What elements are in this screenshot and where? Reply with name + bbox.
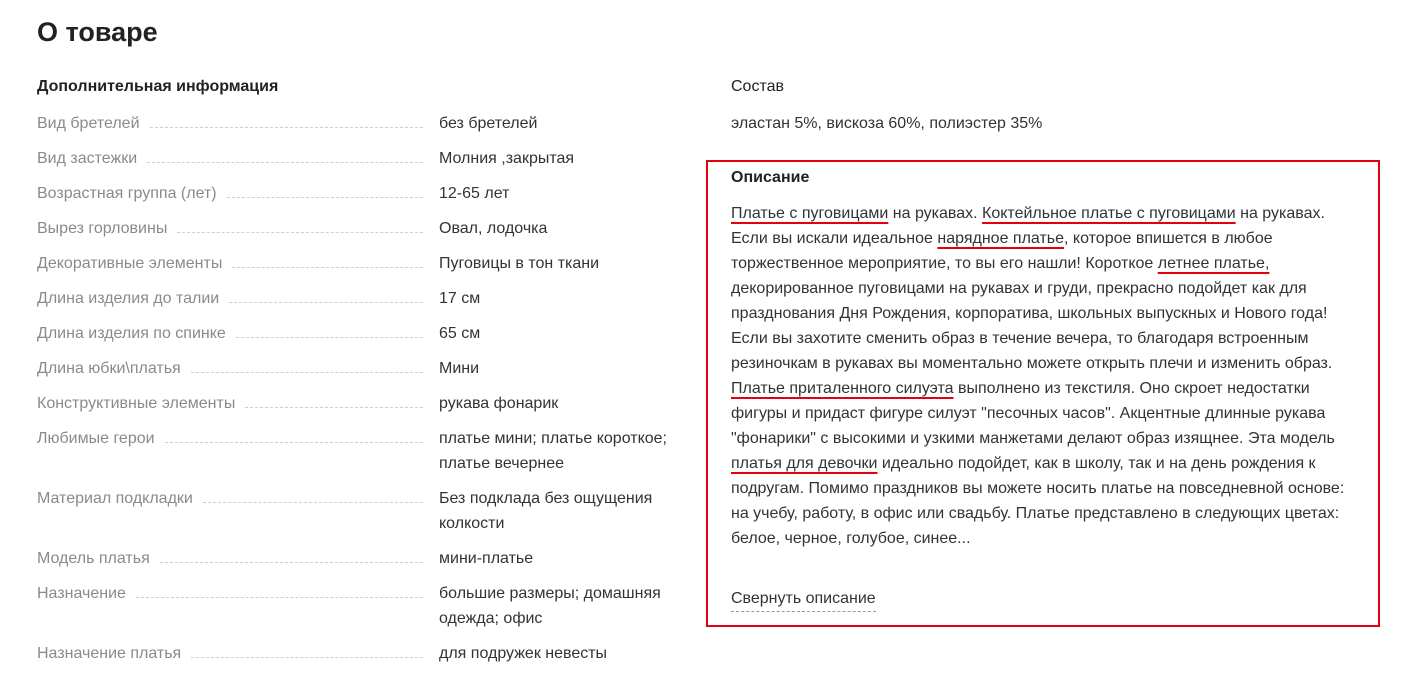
dotted-leader <box>232 267 423 268</box>
attribute-row <box>37 391 697 416</box>
attribute-value: 65 см <box>439 325 481 342</box>
description-keyword: нарядное платье <box>937 230 1065 247</box>
attribute-value: Молния ,закрытая <box>439 150 575 167</box>
attribute-label: Модель платья <box>37 550 150 567</box>
attribute-value: 17 см <box>439 290 481 307</box>
collapse-description-link[interactable]: Свернуть описание <box>731 586 876 612</box>
attribute-value: 12-65 лет <box>439 185 510 202</box>
description-fragment: декорированное пуговицами на рукавах и груди, прекрасно подойдет как для празднования Дня Рождения, корпоратива, школьных выпускных и Нового года! Если вы захотите сменить образ в течение вечера, то благодаря встроенным резиночкам в рукавах вы моментально можете открыть плечи и изменить образ. <box>731 280 1333 372</box>
description-keyword: Платье приталенного силуэта <box>731 380 954 397</box>
dotted-leader <box>191 657 423 658</box>
description-keyword: Платье с пуговицами <box>731 205 889 222</box>
composition-value: эластан 5%, вискоза 60%, полиэстер 35% <box>731 115 1043 132</box>
dotted-leader <box>227 197 423 198</box>
attribute-row <box>37 286 697 311</box>
attribute-row <box>37 251 697 276</box>
dotted-leader <box>229 302 423 303</box>
attribute-row <box>37 581 697 631</box>
dotted-leader <box>165 442 423 443</box>
attribute-row <box>37 641 697 666</box>
description-fragment: на рукавах. <box>888 205 983 222</box>
attribute-label: Назначение <box>37 585 126 602</box>
dotted-leader <box>203 502 423 503</box>
attribute-value: Овал, лодочка <box>439 220 548 237</box>
attribute-label: Любимые герои <box>37 430 155 447</box>
attribute-label: Назначение платья <box>37 645 182 662</box>
attribute-row <box>37 111 697 136</box>
attribute-label: Длина изделия по спинке <box>37 325 226 342</box>
description-keyword: Коктейльное платье с пуговицами <box>982 205 1236 222</box>
attribute-value: Мини <box>439 360 480 377</box>
attribute-value: рукава фонарик <box>439 395 559 412</box>
dotted-leader <box>191 372 423 373</box>
attribute-row <box>37 486 697 536</box>
dotted-leader <box>245 407 423 408</box>
attribute-value: мини-платье <box>439 550 534 567</box>
attribute-label: Длина изделия до талии <box>37 290 220 307</box>
dotted-leader <box>150 127 423 128</box>
attribute-row <box>37 216 697 241</box>
attribute-label: Вид застежки <box>37 150 138 167</box>
description-fragment: идеально подойдет, как в школу, так и на день рождения к подругам. Помимо праздников вы можете носить платье на повседневной основе: на учебу, работу, в офис или свадьбу. Платье представлено в следующих цветах: белое, черное, голубое, синее... <box>731 455 1345 547</box>
attribute-label: Длина юбки\платья <box>37 360 181 377</box>
attribute-row <box>37 426 697 476</box>
dotted-leader <box>177 232 423 233</box>
description-heading: Описание <box>731 169 810 186</box>
description-keyword: платья для девочки <box>731 455 878 472</box>
attribute-row <box>37 546 697 571</box>
description-fragment: на рукавах. Если вы искали идеальное <box>731 205 1325 247</box>
attribute-label: Вид бретелей <box>37 115 140 132</box>
page-title: О товаре <box>37 17 158 47</box>
dotted-leader <box>136 597 423 598</box>
description-keyword: летнее платье, <box>1157 255 1270 272</box>
attributes-list <box>37 111 697 676</box>
dotted-leader <box>147 162 423 163</box>
attribute-row <box>37 321 697 346</box>
attribute-label: Конструктивные элементы <box>37 395 236 412</box>
attribute-value: платье мини; платье короткое; платье вечернее <box>439 430 667 472</box>
attribute-label: Возрастная группа (лет) <box>37 185 217 202</box>
attribute-value: Пуговицы в тон ткани <box>439 255 600 272</box>
description-fragment: , которое впишется в любое торжественное мероприятие, то вы его нашли! Короткое <box>731 230 1273 272</box>
attribute-label: Вырез горловины <box>37 220 168 237</box>
attribute-value: большие размеры; домашняя одежда; офис <box>439 585 661 627</box>
description-fragment: выполнено из текстиля. Оно скроет недостатки фигуры и придаст фигуре силуэт "песочных часов". Акцентные длинные рукава "фонарики" с высокими и узкими манжетами делают образ изящнее. Эта модель <box>731 380 1335 447</box>
attribute-value: для подружек невесты <box>439 645 608 662</box>
attribute-label: Декоративные элементы <box>37 255 223 272</box>
description-text <box>731 201 1361 551</box>
composition-heading: Состав <box>731 78 784 95</box>
attribute-row <box>37 181 697 206</box>
attribute-label: Материал подкладки <box>37 490 193 507</box>
dotted-leader <box>236 337 423 338</box>
dotted-leader <box>160 562 423 563</box>
attribute-value: без бретелей <box>439 115 538 132</box>
attribute-row <box>37 356 697 381</box>
attribute-value: Без подклада без ощущения колкости <box>439 490 653 532</box>
attribute-row <box>37 146 697 171</box>
additional-info-heading: Дополнительная информация <box>37 78 279 95</box>
